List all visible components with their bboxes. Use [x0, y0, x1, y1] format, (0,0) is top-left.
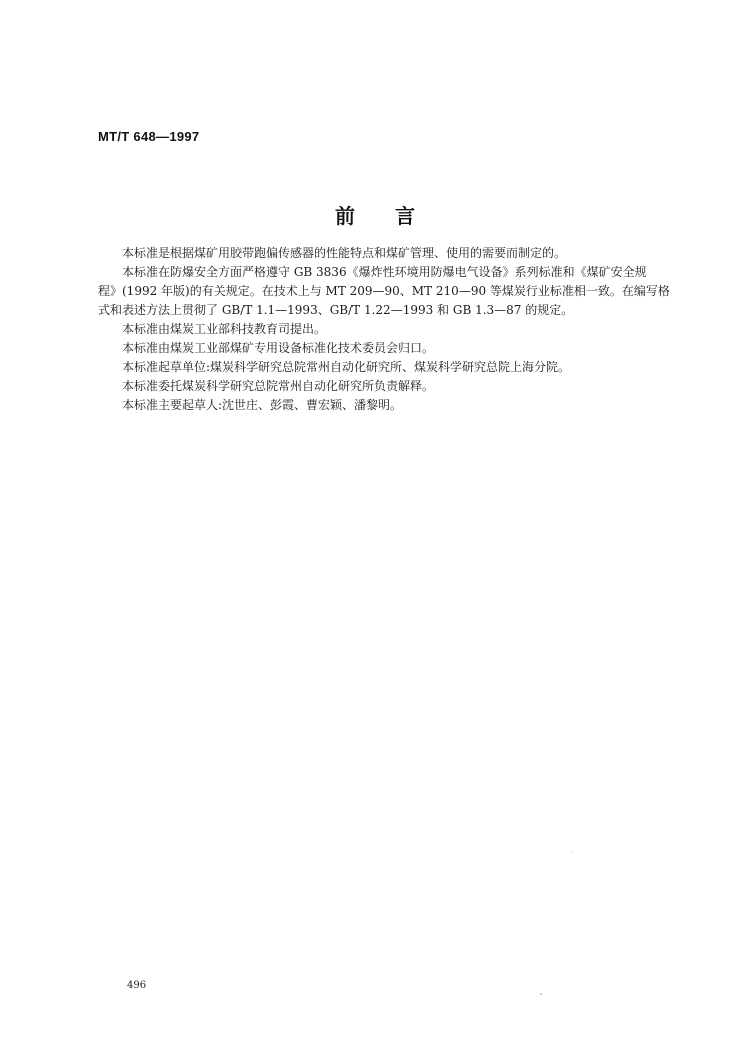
standard-code: MT/T 648—1997	[98, 129, 200, 144]
text-line: 本标准起草单位:煤炭科学研究总院常州自动化研究所、煤炭科学研究总院上海分院。	[122, 360, 571, 374]
scan-speck	[572, 851, 573, 852]
body-text	[98, 244, 670, 415]
paragraph-drafting-units	[98, 358, 658, 377]
section-title: 前 言	[335, 204, 415, 228]
paragraph-interpretation	[98, 377, 658, 396]
text-line: 式和表述方法上贯彻了 GB/T 1.1—1993、GB/T 1.22—1993 和 GB 1.3—87 的规定。	[98, 303, 574, 317]
paragraph-purpose	[98, 244, 658, 263]
paragraph-compliance	[98, 263, 670, 320]
text-line: 本标准委托煤炭科学研究总院常州自动化研究所负责解释。	[122, 379, 435, 393]
text-line: 本标准主要起草人:沈世庄、彭霞、曹宏颖、潘黎明。	[122, 398, 403, 412]
text-line: 本标准由煤炭工业部煤矿专用设备标准化技术委员会归口。	[122, 341, 435, 355]
paragraph-drafters	[98, 396, 658, 415]
text-line: 本标准是根据煤矿用胶带跑偏传感器的性能特点和煤矿管理、使用的需要而制定的。	[122, 246, 567, 260]
scan-speck	[540, 993, 542, 995]
paragraph-proposer	[98, 320, 658, 339]
text-line: 本标准在防爆安全方面严格遵守 GB 3836《爆炸性环境用防爆电气设备》系列标准和《煤矿安全规	[122, 265, 647, 279]
paragraph-responsible-committee	[98, 339, 658, 358]
page-number: 496	[127, 980, 147, 991]
text-line: 本标准由煤炭工业部科技教育司提出。	[122, 322, 327, 336]
text-line: 程》(1992 年版)的有关规定。在技术上与 MT 209—90、MT 210—90 等煤炭行业标准相一致。在编写格	[98, 284, 670, 298]
